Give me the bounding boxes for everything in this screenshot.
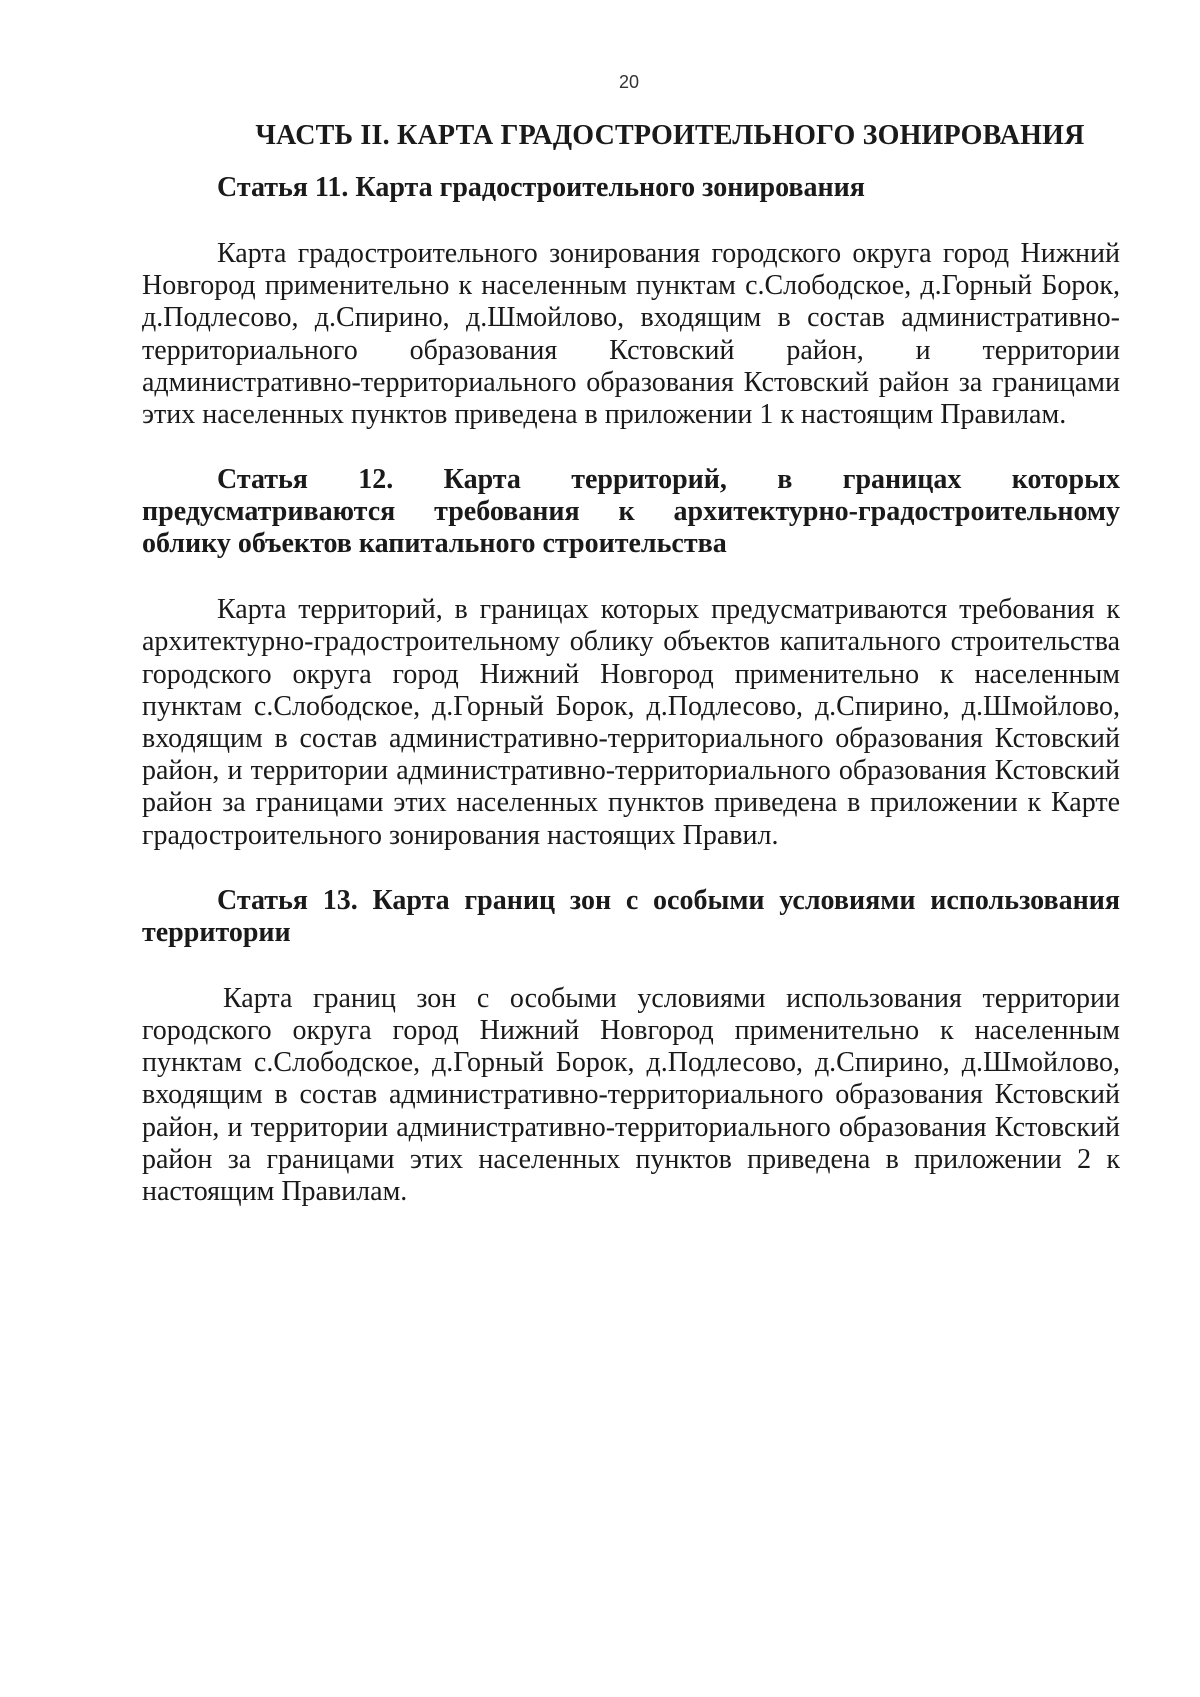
page-number: 20 — [618, 72, 640, 92]
article-12 — [142, 464, 1120, 852]
article-paragraph: Карта территорий, в границах которых предусматриваются требования к архитектурно-градостроительному облику объектов капитального строительства городского округа город Нижний Новгород применительно к населенным пунктам с.Слободское, д.Горный Борок, д.Подлесово, д.Спирино, д.Шмойлово, входящим в состав административно-территориального образования Кстовский район, и территории административно-территориального образования Кстовский район за границами этих населенных пунктов приведена в приложении к Карте градостроительного зонирования настоящих Правил. — [142, 594, 1120, 851]
part-title: ЧАСТЬ II. КАРТА ГРАДОСТРОИТЕЛЬНОГО ЗОНИРОВАНИЯ — [255, 120, 1085, 151]
article-heading: Статья 11. Карта градостроительного зонирования — [217, 172, 865, 203]
article-paragraph: Карта границ зон с особыми условиями использования территории городского округа город Нижний Новгород применительно к населенным пунктам с.Слободское, д.Горный Борок, д.Подлесово, д.Спирино, д.Шмойлово, входящим в состав административно-территориального образования Кстовский район, и территории административно-территориального образования Кстовский район за границами этих населенных пунктов приведена в приложении 2 к настоящим Правилам. — [142, 982, 1120, 1208]
document-body — [142, 120, 1120, 1208]
article-13 — [142, 885, 1120, 1208]
article-11 — [142, 172, 1120, 431]
article-paragraph: Карта градостроительного зонирования городского округа город Нижний Новгород применительно к населенным пунктам с.Слободское, д.Горный Борок, д.Подлесово, д.Спирино, д.Шмойлово, входящим в состав административно-территориального образования Кстовский район, и территории административно-территориального образования Кстовский район за границами этих населенных пунктов приведена в приложении 1 к настоящим Правилам. — [142, 238, 1120, 431]
article-heading: Статья 12. Карта территорий, в границах которых предусматриваются требования к архитектурно-градостроительному облику объектов капитального строительства — [142, 464, 1120, 560]
article-heading: Статья 13. Карта границ зон с особыми условиями использования территории — [142, 884, 1120, 948]
